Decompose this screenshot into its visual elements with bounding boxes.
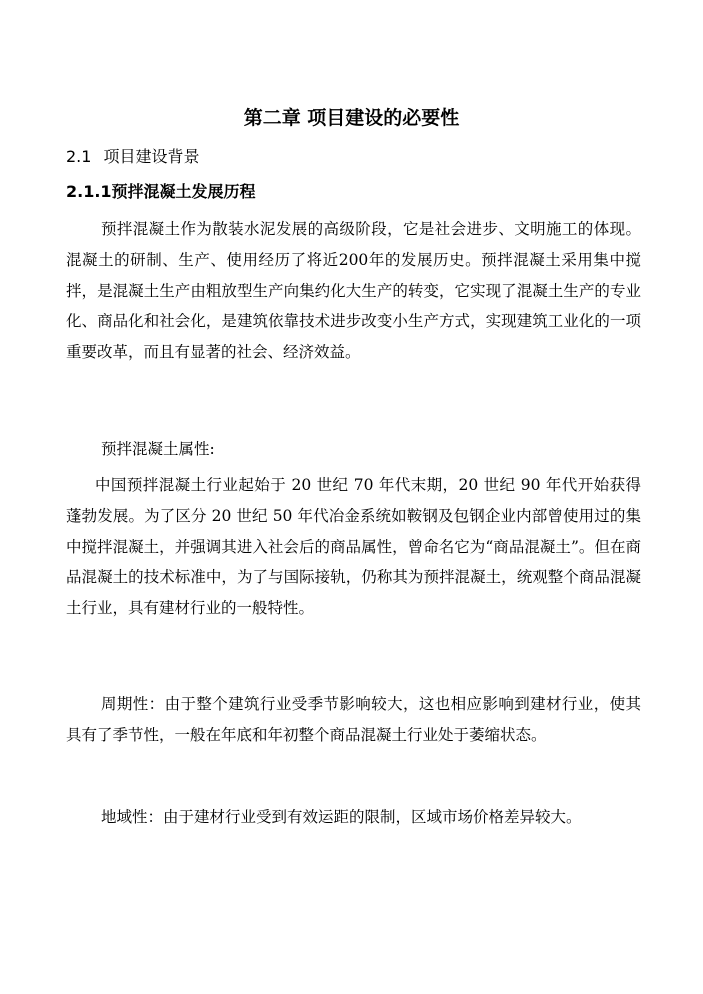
chapter-title: 第二章 项目建设的必要性 (243, 107, 460, 129)
paragraph-intro: 预拌混凝土作为散装水泥发展的高级阶段，它是社会进步、文明施工的体现。混凝土的研制、生产、使用经历了将近200年的发展历史。预拌混凝土采用集中搅拌，是混凝土生产由粗放型生产向集约化大生产的转变，它实现了混凝土生产的专业化、商品化和社会化，是建筑依靠技术进步改变小生产方式，实现建筑工业化的一项重要改革，而且有显著的社会、经济效益。 (66, 220, 641, 362)
section-heading (66, 145, 199, 169)
section-title: 项目建设背景 (103, 147, 200, 166)
section-number: 2.1 (66, 147, 92, 166)
paragraph-attributes-label: 预拌混凝土属性: (101, 440, 215, 458)
paragraph-history: 中国预拌混凝土行业起始于 20 世纪 70 年代末期，20 世纪 90 年代开始获得蓬勃发展。为了区分 20 世纪 50 年代冶金系统如鞍钢及包钢企业内部曾使用过的集中搅拌混凝土，并强调其进入社会后的商品属性，曾命名它为“商品混凝土”。但在商品混凝土的技术标准中，为了与国际接轨，仍称其为预拌混凝土，统观整个商品混凝土行业，具有建材行业的一般特性。 (66, 476, 641, 618)
paragraph-regionality: 地域性：由于建材行业受到有效运距的限制，区域市场价格差异较大。 (101, 808, 582, 826)
subsection-heading: 2.1.1预拌混凝土发展历程 (66, 182, 256, 201)
paragraph-periodicity: 周期性：由于整个建筑行业受季节影响较大，这也相应影响到建材行业，使其具有了季节性，一般在年底和年初整个商品混凝土行业处于萎缩状态。 (66, 695, 641, 744)
